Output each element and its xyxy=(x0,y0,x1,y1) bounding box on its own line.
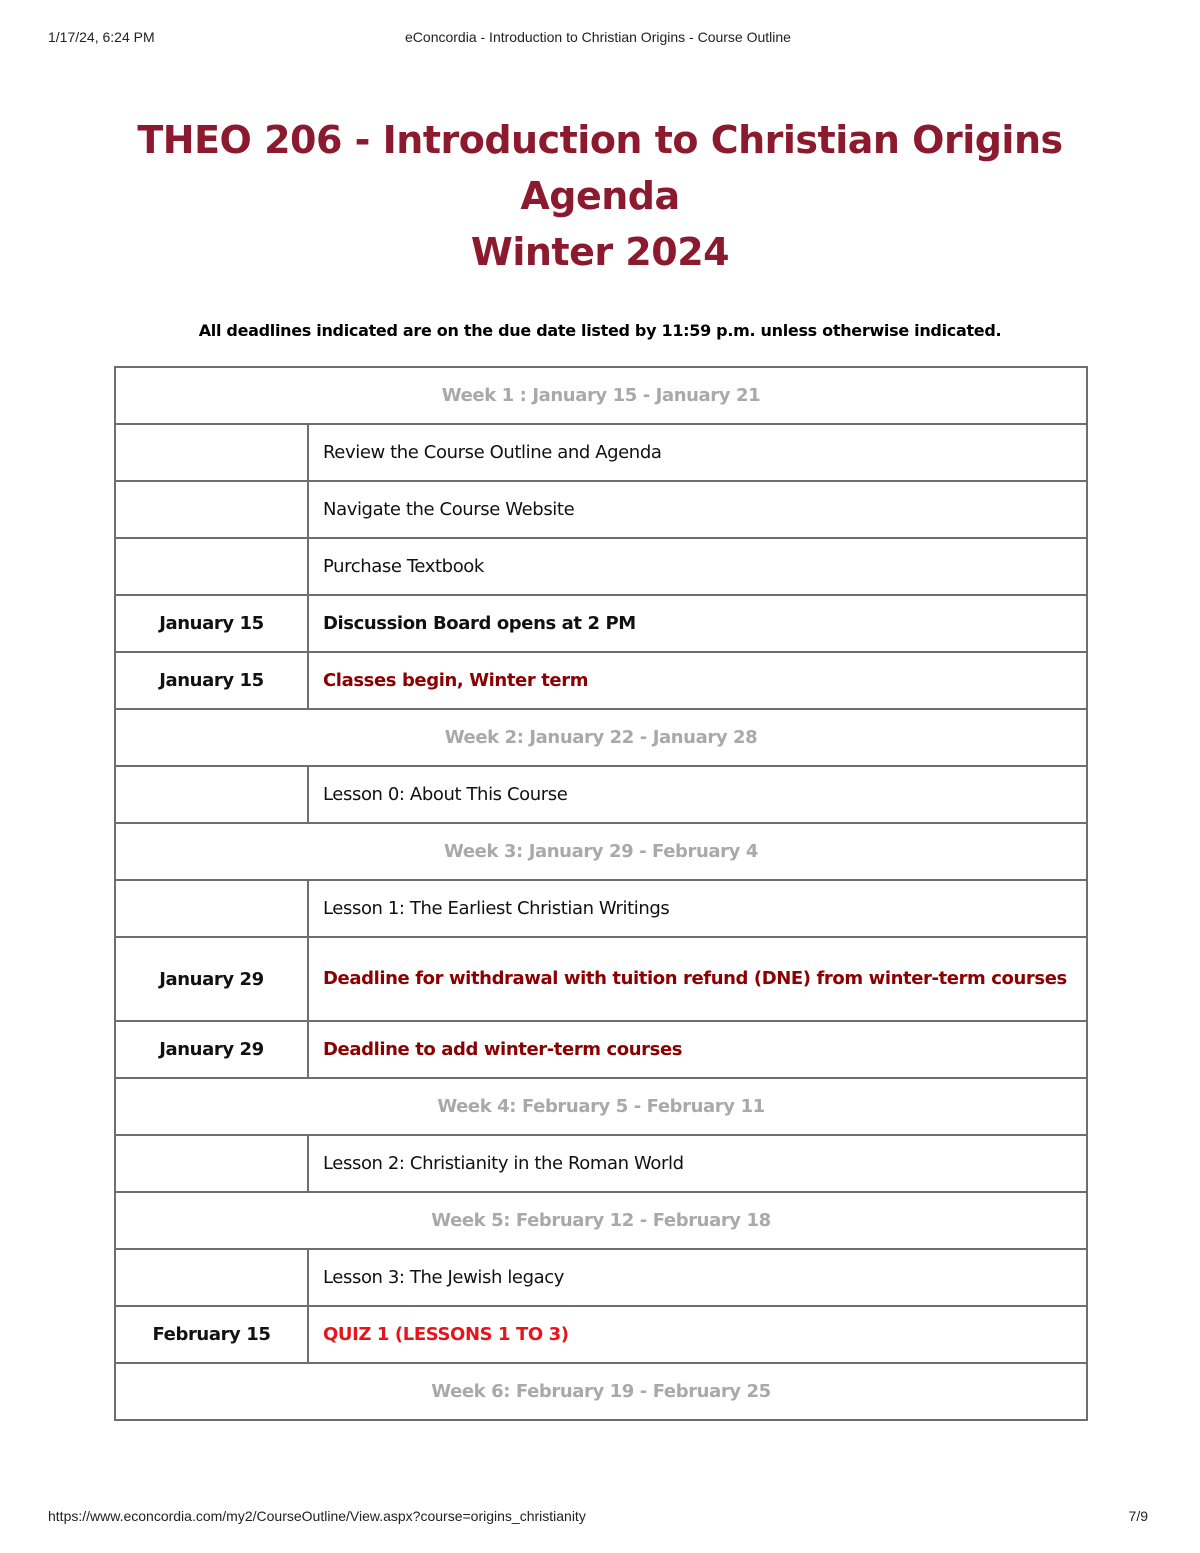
print-datetime: 1/17/24, 6:24 PM xyxy=(48,29,155,45)
document-title xyxy=(0,112,1200,280)
week-header: Week 6: February 19 - February 25 xyxy=(115,1363,1087,1420)
agenda-date xyxy=(115,1249,308,1306)
week-header: Week 1 : January 15 - January 21 xyxy=(115,367,1087,424)
agenda-item: Deadline to add winter-term courses xyxy=(308,1021,1087,1078)
week-header: Week 5: February 12 - February 18 xyxy=(115,1192,1087,1249)
print-page-title: eConcordia - Introduction to Christian Origins - Course Outline xyxy=(405,29,791,45)
term-title: Winter 2024 xyxy=(470,230,730,274)
agenda-item: Lesson 1: The Earliest Christian Writings xyxy=(308,880,1087,937)
agenda-item: QUIZ 1 (LESSONS 1 TO 3) xyxy=(308,1306,1087,1363)
agenda-date: February 15 xyxy=(115,1306,308,1363)
agenda-date: January 15 xyxy=(115,652,308,709)
agenda-row xyxy=(115,937,1087,1021)
agenda-date: January 29 xyxy=(115,1021,308,1078)
agenda-date xyxy=(115,424,308,481)
agenda-item: Review the Course Outline and Agenda xyxy=(308,424,1087,481)
agenda-item: Deadline for withdrawal with tuition refund (DNE) from winter-term courses xyxy=(308,937,1087,1021)
page-url: https://www.econcordia.com/my2/CourseOutline/View.aspx?course=origins_christianity xyxy=(48,1508,586,1524)
agenda-row xyxy=(115,538,1087,595)
agenda-row xyxy=(115,1135,1087,1192)
agenda-date xyxy=(115,481,308,538)
week-row xyxy=(115,823,1087,880)
page-number: 7/9 xyxy=(1128,1508,1148,1524)
agenda-row xyxy=(115,1249,1087,1306)
week-header: Week 2: January 22 - January 28 xyxy=(115,709,1087,766)
agenda-date: January 29 xyxy=(115,937,308,1021)
week-row xyxy=(115,367,1087,424)
agenda-date xyxy=(115,1135,308,1192)
week-header: Week 4: February 5 - February 11 xyxy=(115,1078,1087,1135)
agenda-row xyxy=(115,880,1087,937)
agenda-row xyxy=(115,652,1087,709)
agenda-row xyxy=(115,595,1087,652)
agenda-item: Discussion Board opens at 2 PM xyxy=(308,595,1087,652)
agenda-item: Purchase Textbook xyxy=(308,538,1087,595)
agenda-item: Classes begin, Winter term xyxy=(308,652,1087,709)
agenda-row xyxy=(115,1306,1087,1363)
week-row xyxy=(115,1363,1087,1420)
week-row xyxy=(115,1192,1087,1249)
agenda-title: Agenda xyxy=(520,174,680,218)
agenda-row xyxy=(115,481,1087,538)
agenda-row xyxy=(115,424,1087,481)
course-title: THEO 206 - Introduction to Christian Origins xyxy=(137,118,1063,162)
agenda-date xyxy=(115,880,308,937)
agenda-table xyxy=(114,366,1088,1421)
print-footer xyxy=(48,1508,1148,1526)
week-row xyxy=(115,1078,1087,1135)
week-header: Week 3: January 29 - February 4 xyxy=(115,823,1087,880)
deadline-notice: All deadlines indicated are on the due date listed by 11:59 p.m. unless otherwise indicated. xyxy=(198,321,1002,340)
agenda-item: Lesson 2: Christianity in the Roman World xyxy=(308,1135,1087,1192)
agenda-item: Lesson 0: About This Course xyxy=(308,766,1087,823)
week-row xyxy=(115,709,1087,766)
agenda-date xyxy=(115,766,308,823)
agenda-row xyxy=(115,1021,1087,1078)
agenda-row xyxy=(115,766,1087,823)
print-header xyxy=(48,29,1148,47)
agenda-date: January 15 xyxy=(115,595,308,652)
agenda-item: Navigate the Course Website xyxy=(308,481,1087,538)
agenda-date xyxy=(115,538,308,595)
agenda-item: Lesson 3: The Jewish legacy xyxy=(308,1249,1087,1306)
